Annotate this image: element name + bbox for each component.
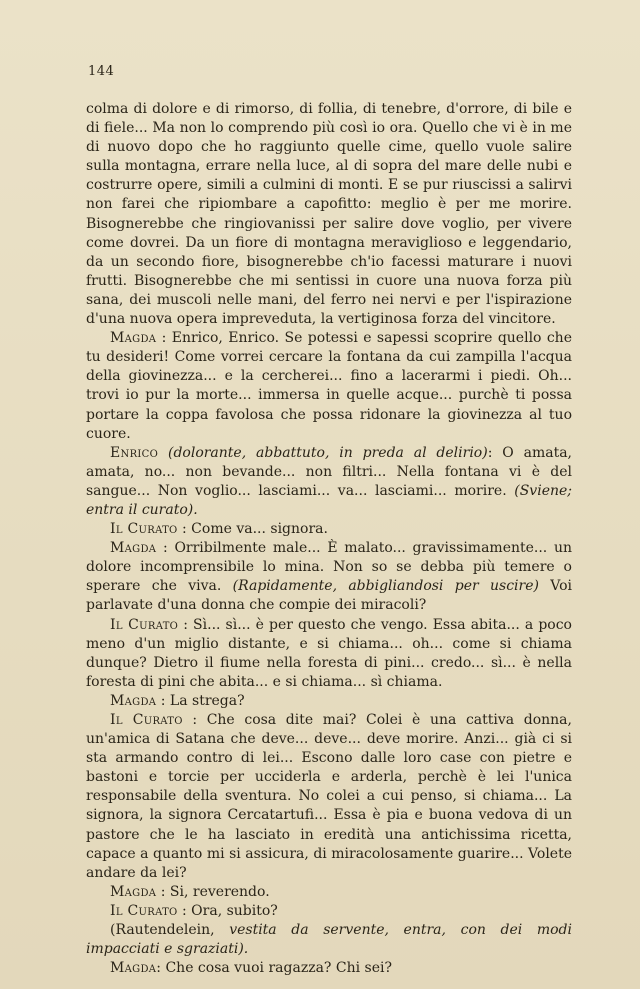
paragraph: Magda: Che cosa vuoi ragazza? Chi sei? xyxy=(110,960,392,977)
paragraph: Magda : La strega? xyxy=(110,692,245,709)
paragraph xyxy=(86,100,572,329)
paragraph: Magda : Orribilmente male... È malato... gravissimamente... un dolore incomprensibile lo mina. Non so se debba più temere o sperare che viva. (Rapidamente, abbigliandosi per uscire) Voi parlavate d'una donna che compie dei miracoli? xyxy=(86,540,573,614)
stage-direction: (Sviene; entra il curato). xyxy=(86,482,572,518)
speaker-name: Il Curato xyxy=(110,902,178,919)
paragraph: Il Curato : Ora, subito? xyxy=(110,902,278,919)
speaker-name: Magda xyxy=(110,692,157,709)
paragraph: Enrico (dolorante, abbattuto, in preda al delirio): O amata, amata, no... non bevande... non filtri... Nella fontana vi è del sangue... Non voglio... lasciami... va... lasciami... morire. (Sviene; entra il curato). xyxy=(86,444,572,518)
paragraph-text: Ora, subito? xyxy=(191,902,278,919)
paragraph-text: colma di dolore e di rimorso, di follia, di tenebre, d'orrore, di bile e di fiele... Ma non lo comprendo più così io ora. Quello che vi è in me di nuovo dopo che ho raggiunto quelle cime, quello vuole salire sulla montagna, errare nella luce, al di sopra del mare delle nubi e costrurre opere, simili a culmini di monti. E se pur riuscissi a salirvi non farei che ripiombare a capofitto: meglio è per me morire. Bisognerebbe che ringiovanissi per salire dove voglio, per vivere come dovrei. Da un fiore di montagna meraviglioso e leggendario, da un secondo fiore, bisognerebbe ch'io facessi maturare i nuovi frutti. Bisognerebbe che mi sentissi in cuore una nuova forza più sana, dei muscoli nelle mani, del ferro nei nervi e per l'ispirazione d'una nuova opera impreveduta, la vertiginosa forza del vincitore. xyxy=(86,101,572,328)
paragraph xyxy=(86,921,572,959)
stage-direction: (dolorante, abbattuto, in preda al delirio) xyxy=(167,444,488,461)
paragraph: Magda : Enrico, Enrico. Se potessi e sapessi scoprire quello che tu desideri! Come vorrei cercare la fontana da cui zampilla l'acqua della giovinezza... e la cercherei... fino a lacerarmi i piedi. Oh... trovi io pur la morte... immersa in quelle acque... purchè ti possa portare la coppa favolosa che possa ridonare la giovinezza al tuo cuore. xyxy=(86,330,572,442)
speaker-name: Enrico xyxy=(110,444,159,461)
paragraph-text: La strega? xyxy=(169,692,245,709)
page-text xyxy=(86,100,572,978)
paragraph-text: Si, reverendo. xyxy=(169,883,270,900)
paragraph-text: Come va... signora. xyxy=(191,521,328,538)
page-number: 144 xyxy=(88,64,115,79)
stage-direction: vestita da servente, entra, con dei modi impacciati e sgraziati). xyxy=(86,922,572,958)
speaker-name: Il Curato xyxy=(110,712,183,728)
paragraph: Magda : Si, reverendo. xyxy=(110,883,270,900)
speaker-name: Il Curato xyxy=(110,521,178,538)
paragraph: Il Curato : Sì... sì... è per questo che vengo. Essa abita... a poco meno d'un miglio distante, e si chiama... oh... come si chiama dunque? Dietro il fiume nella foresta di pini... credo... sì... è nella foresta di pini che abita... e si chiama... sì chiama. xyxy=(86,616,572,690)
speaker-name: Il Curato xyxy=(110,616,179,633)
speaker-name: Magda xyxy=(110,960,157,977)
paragraph-text: Che cosa vuoi ragazza? Chi sei? xyxy=(165,960,392,977)
paragraph-text: Sì... sì... è per questo che vengo. Essa abita... a poco meno d'un miglio distante, e si chiama... oh... come si chiama dunque? Dietro il fiume nella foresta di pini... credo... sì... è nella foresta di pini che abita... e si chiama... sì chiama. xyxy=(86,616,572,690)
paragraph-text: Che cosa dite mai? Colei è una cattiva donna, un'amica di Satana che deve... deve... deve morire. Anzi... già ci si sta armando contro di lei... Escono dalle loro case con pietre e bastoni e torcie per ucciderla e arderla, perchè è lei l'unica responsabile della sventura. No colei a cui penso, si chiama... La signora, la signora Cercatartufi... Essa è pia e buona vedova di un pastore che le ha lasciato in eredità una antichissima ricetta, capace a quanto mi si assicura, di miracolosamente guarire... Volete andare da lei? xyxy=(86,712,572,881)
paragraph-text: O amata, amata, no... non bevande... non filtri... Nella fontana vi è del sangue... Non voglio... lasciami... va... lasciami... morire. xyxy=(86,444,572,499)
paragraph-text: Orribilmente male... È malato... gravissimamente... un dolore incomprensibile lo mina. Non so se debba più temere o sperare che viva. xyxy=(86,540,572,595)
speaker-name: Magda xyxy=(110,883,157,900)
speaker-name: Magda xyxy=(110,540,157,557)
stage-direction: (Rapidamente, abbigliandosi per uscire) xyxy=(232,578,539,595)
paragraph: Il Curato : Come va... signora. xyxy=(110,521,328,538)
stage-direction: (Rautendelein, xyxy=(110,922,230,939)
paragraph-text: Voi parlavate d'una donna che compie dei miracoli? xyxy=(86,578,573,614)
speaker-name: Magda xyxy=(110,330,157,347)
paragraph-text: Enrico, Enrico. Se potessi e sapessi scoprire quello che tu desideri! Come vorrei cercare la fontana da cui zampilla l'acqua della giovinezza... e la cercherei... fino a lacerarmi i piedi. Oh... trovi io pur la morte... immersa in quelle acque... purchè ti possa portare la coppa favolosa che possa ridonare la giovinezza al tuo cuore. xyxy=(86,330,572,442)
paragraph: Il Curato : Che cosa dite mai? Colei è una cattiva donna, un'amica di Satana che deve... deve... deve morire. Anzi... già ci si sta armando contro di lei... Escono dalle loro case con pietre e bastoni e torcie per ucciderla e arderla, perchè è lei l'unica responsabile della sventura. No colei a cui penso, si chiama... La signora, la signora Cercatartufi... Essa è pia e buona vedova di un pastore che le ha lasciato in eredità una antichissima ricetta, capace a quanto mi si assicura, di miracolosamente guarire... Volete andare da lei? xyxy=(86,712,572,881)
